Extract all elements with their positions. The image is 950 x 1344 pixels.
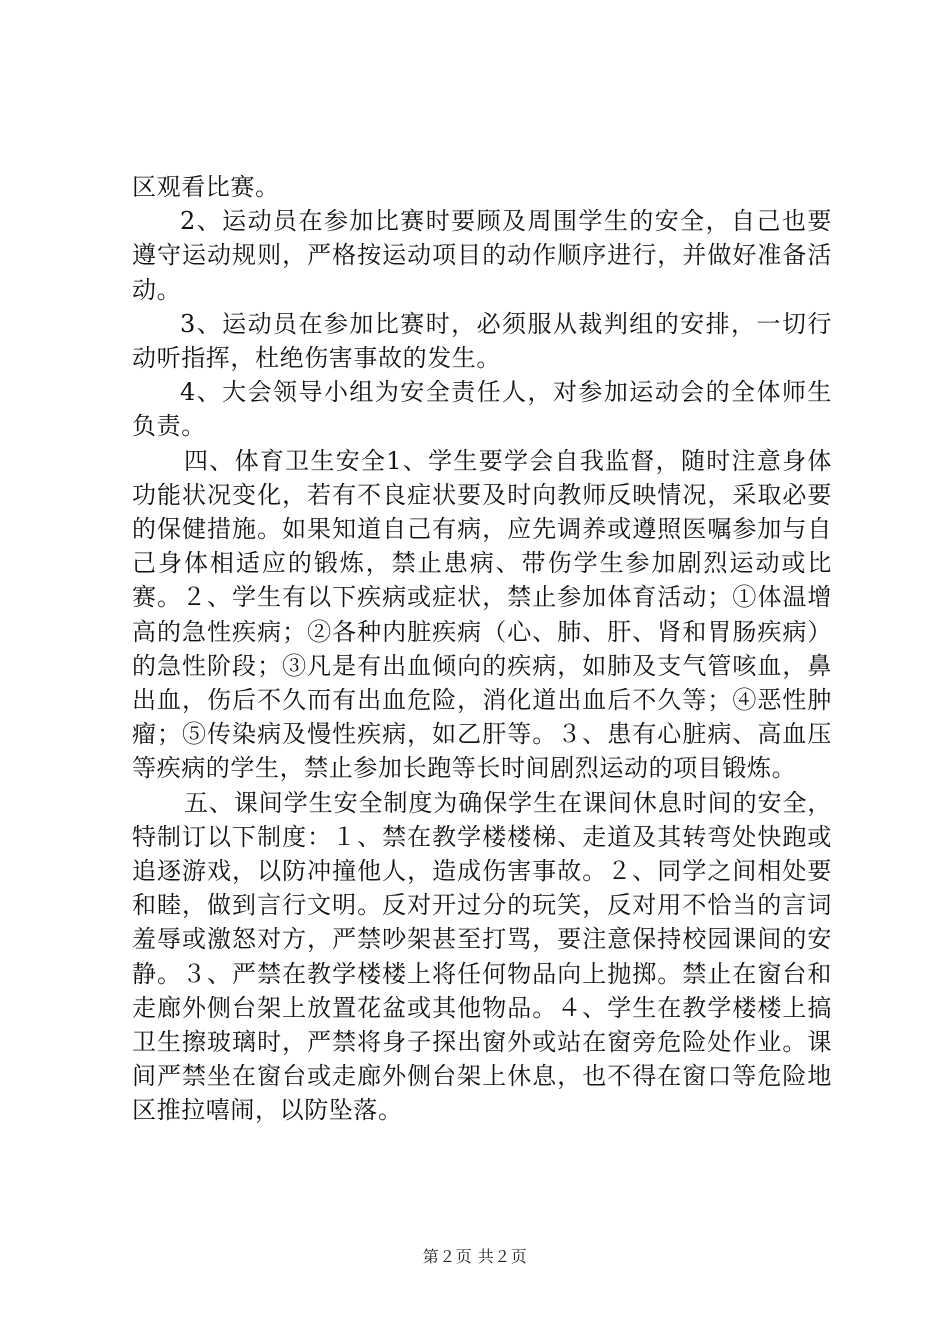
document-body (132, 170, 832, 1128)
paragraph-continuation: 区观看比赛。 (132, 173, 280, 201)
paragraph-section-5: 五、课间学生安全制度为确保学生在课间休息时间的安全，特制订以下制度：１、禁在教学楼楼梯、走道及其转弯处快跑或追逐游戏，以防冲撞他人，造成伤害事故。２、同学之间相处要和睦，做到言行文明。反对开过分的玩笑，反对用不恰当的言词羞辱或激怒对方，严禁吵架甚至打骂，要注意保持校园课间的安静。３、严禁在教学楼楼上将任何物品向上抛掷。禁止在窗台和走廊外侧台架上放置花盆或其他物品。４、学生在教学楼楼上搞卫生擦玻璃时，严禁将身子探出窗外或站在窗旁危险处作业。课间严禁坐在窗台或走廊外侧台架上休息，也不得在窗口等危险地区推拉嘻闹，以防坠落。 (132, 788, 832, 1125)
page-number-footer: 第２页 共２页 (422, 1247, 528, 1266)
paragraph-rule-3: 3、运动员在参加比赛时，必须服从裁判组的安排，一切行动听指挥，杜绝伤害事故的发生。 (132, 309, 832, 373)
paragraph-rule-4: 4、大会领导小组为安全责任人，对参加运动会的全体师生负责。 (132, 378, 832, 441)
paragraph-rule-2: 2、运动员在参加比赛时要顾及周围学生的安全，自己也要遵守运动规则，严格按运动项目的动作顺序进行，并做好准备活动。 (132, 207, 832, 304)
paragraph-section-4: 四、体育卫生安全1、学生要学会自我监督，随时注意身体功能状况变化，若有不良症状要及时向教师反映情况，采取必要的保健措施。如果知道自己有病，应先调养或遵照医嘱参加与自己身体相适应的锻炼，禁止患病、带伤学生参加剧烈运动或比赛。２、学生有以下疾病或症状，禁止参加体育活动；①体温增高的急性疾病；②各种内脏疾病（心、肺、肝、肾和胃肠疾病）的急性阶段；③凡是有出血倾向的疾病，如肺及支气管咳血，鼻出血，伤后不久而有出血危险，消化道出血后不久等；④恶性肿瘤；⑤传染病及慢性疾病，如乙肝等。３、患有心脏病、高血压等疾病的学生，禁止参加长跑等长时间剧烈运动的项目锻炼。 (132, 446, 832, 783)
